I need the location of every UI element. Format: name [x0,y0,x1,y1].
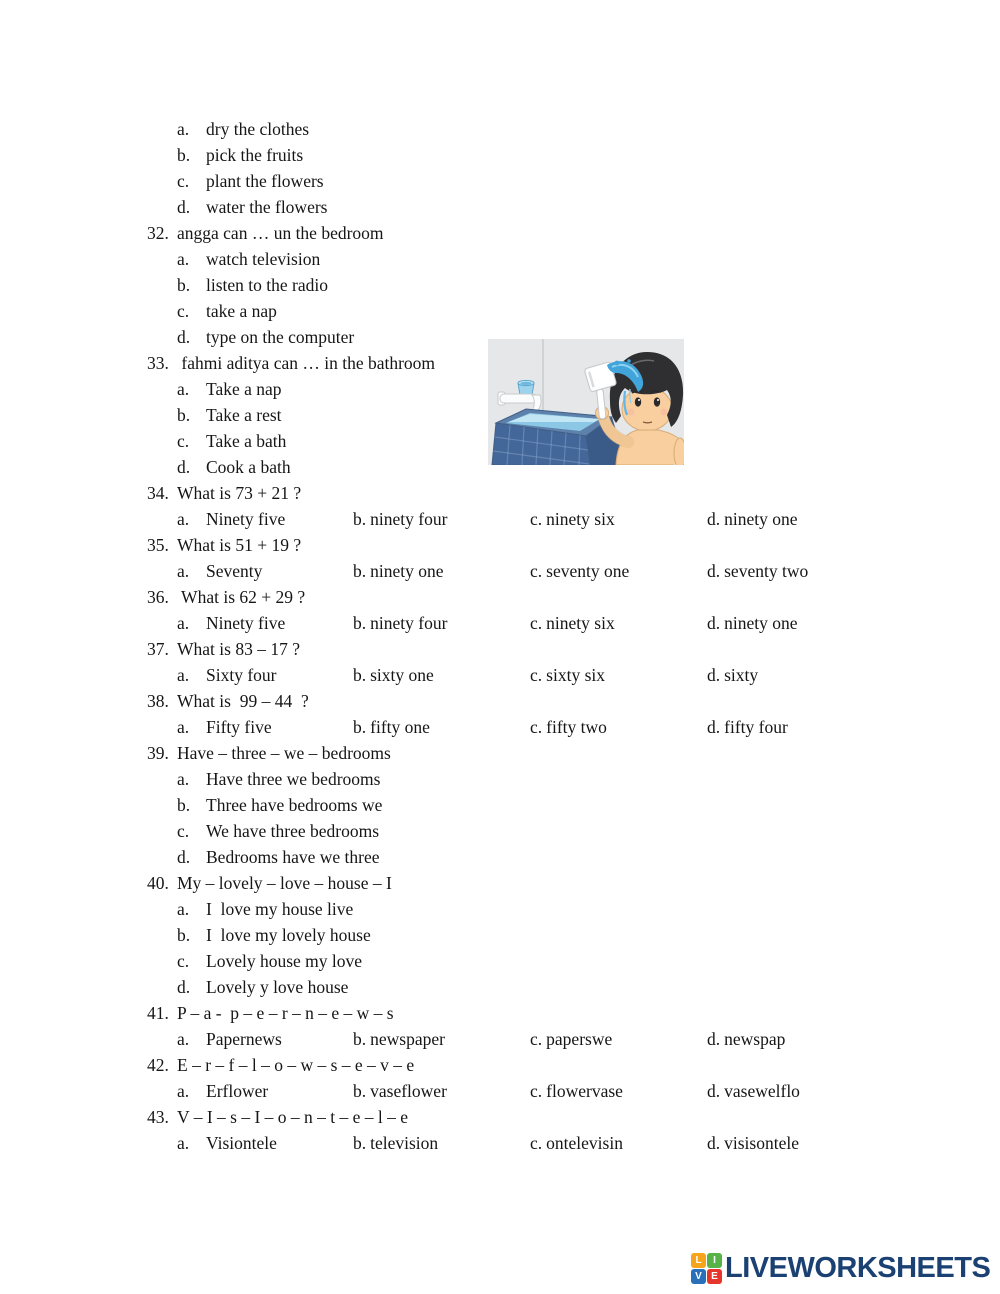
option-text[interactable]: dry the clothes [206,119,310,139]
option-cell[interactable] [177,662,277,688]
option-label: b. [353,1133,367,1153]
question-line [147,870,1000,896]
option-label: c. [177,821,190,841]
option-text[interactable]: ninety one [724,613,798,633]
option-text[interactable]: Take a nap [206,379,282,399]
option-label: b. [353,717,367,737]
option-label: a. [177,899,190,919]
option-cell[interactable] [177,610,285,636]
question-number: 36. [147,587,169,607]
option-line[interactable] [177,246,1000,272]
option-text[interactable]: ninety four [370,509,448,529]
options-row [0,714,1000,740]
option-text[interactable]: take a nap [206,301,277,321]
option-cell[interactable] [530,1026,612,1052]
option-text[interactable]: television [370,1133,439,1153]
question-number: 41. [147,1003,169,1023]
option-cell[interactable] [177,506,285,532]
option-label: b. [353,561,367,581]
option-label: d. [177,457,191,477]
logo-tile: L [691,1253,706,1268]
option-label: a. [177,561,190,581]
question-line [147,1104,1000,1130]
option-label: b. [177,405,191,425]
option-line[interactable] [177,974,1000,1000]
option-cell[interactable] [530,558,629,584]
question-line [147,480,1000,506]
option-text[interactable]: flowervase [546,1081,623,1101]
question-line [147,688,1000,714]
option-label: b. [353,1081,367,1101]
option-line[interactable] [177,818,1000,844]
option-text[interactable]: Papernews [206,1029,282,1049]
option-cell[interactable] [177,558,262,584]
option-line[interactable] [177,766,1000,792]
question-text: What is 62 + 29 ? [177,587,306,607]
option-text[interactable]: seventy two [724,561,809,581]
option-line[interactable] [177,116,1000,142]
option-text[interactable]: sixty [724,665,759,685]
option-text[interactable]: fifty one [370,717,430,737]
option-label: d. [707,1133,721,1153]
option-text[interactable]: ninety one [370,561,444,581]
option-line[interactable] [177,194,1000,220]
question-line [147,1000,1000,1026]
option-cell[interactable] [353,558,444,584]
option-line[interactable] [177,272,1000,298]
option-cell[interactable] [707,1078,800,1104]
option-text[interactable]: We have three bedrooms [206,821,380,841]
option-label: b. [353,1029,367,1049]
option-text[interactable]: newspaper [370,1029,445,1049]
option-text[interactable]: ninety six [546,613,615,633]
question-text: Have – three – we – bedrooms [177,743,391,763]
option-label: c. [530,613,543,633]
option-cell[interactable] [707,610,798,636]
option-text[interactable]: sixty one [370,665,434,685]
option-label: d. [177,197,191,217]
option-cell[interactable] [177,1130,277,1156]
option-text[interactable]: sixty six [546,665,605,685]
option-cell[interactable] [177,1026,282,1052]
option-cell[interactable] [530,1078,623,1104]
option-label: a. [177,1081,190,1101]
option-cell[interactable] [530,662,605,688]
option-label: a. [177,509,190,529]
option-text[interactable]: water the flowers [206,197,328,217]
option-label: b. [353,509,367,529]
option-cell[interactable] [530,610,615,636]
logo-tile: E [707,1269,722,1284]
option-line[interactable] [177,844,1000,870]
question-line [147,740,1000,766]
option-label: c. [530,665,543,685]
option-text[interactable]: visisontele [724,1133,799,1153]
option-line[interactable] [177,922,1000,948]
question-line [147,532,1000,558]
option-text[interactable]: Sixty four [206,665,277,685]
options-row [0,610,1000,636]
option-label: c. [530,561,543,581]
option-text[interactable]: Ninety five [206,509,286,529]
option-label: d. [707,561,721,581]
option-text[interactable]: ninety four [370,613,448,633]
option-line[interactable] [177,298,1000,324]
option-text[interactable]: vaseflower [370,1081,447,1101]
question-text: V – I – s – I – o – n – t – e – l – e [177,1107,409,1127]
options-row [0,662,1000,688]
option-label: c. [177,171,190,191]
question-number: 38. [147,691,169,711]
question-text: E – r – f – l – o – w – s – e – v – e [177,1055,415,1075]
option-label: b. [177,275,191,295]
option-text[interactable]: I love my house live [206,899,354,919]
question-number: 35. [147,535,169,555]
option-cell[interactable] [707,714,788,740]
option-label: d. [177,847,191,867]
option-line[interactable] [177,168,1000,194]
option-text[interactable]: paperswe [546,1029,613,1049]
option-label: c. [530,1133,543,1153]
option-label: d. [177,327,191,347]
option-text[interactable]: vasewelflo [724,1081,800,1101]
question-number: 43. [147,1107,169,1127]
option-text[interactable]: fifty four [724,717,788,737]
question-text: angga can … un the bedroom [177,223,384,243]
option-label: d. [177,977,191,997]
option-label: c. [177,951,190,971]
option-line[interactable] [177,142,1000,168]
option-cell[interactable] [530,1130,623,1156]
option-text[interactable]: Fifty five [206,717,272,737]
option-label: d. [707,717,721,737]
logo-tile: I [707,1253,722,1268]
option-text[interactable]: newspap [724,1029,786,1049]
option-text[interactable]: Bedrooms have we three [206,847,380,867]
question-text: P – a - p – e – r – n – e – w – s [177,1003,394,1023]
option-label: d. [707,665,721,685]
options-row [0,1078,1000,1104]
option-label: c. [530,1029,543,1049]
option-line[interactable] [177,948,1000,974]
option-label: b. [177,145,191,165]
question-text: What is 99 – 44 ? [177,691,309,711]
option-cell[interactable] [707,662,758,688]
option-text[interactable]: Have three we bedrooms [206,769,381,789]
option-cell[interactable] [530,506,615,532]
question-number: 34. [147,483,169,503]
option-text[interactable]: Take a rest [206,405,282,425]
option-text[interactable]: Three have bedrooms we [206,795,383,815]
option-text[interactable]: Lovely y love house [206,977,349,997]
option-cell[interactable] [177,714,272,740]
option-label: a. [177,1029,190,1049]
option-label: b. [353,665,367,685]
question-text: What is 51 + 19 ? [177,535,302,555]
option-label: c. [177,301,190,321]
option-cell[interactable] [353,662,434,688]
question-line [147,636,1000,662]
option-cell[interactable] [707,1130,799,1156]
option-text[interactable]: ninety six [546,509,615,529]
liveworksheets-icon [691,1253,722,1284]
option-label: d. [707,1029,721,1049]
question-line [147,1052,1000,1078]
option-label: d. [707,509,721,529]
option-label: c. [530,717,543,737]
option-text[interactable]: Seventy [206,561,263,581]
question-number: 33. [147,353,169,373]
question-text: fahmi aditya can … in the bathroom [177,353,436,373]
option-text[interactable]: Erflower [206,1081,269,1101]
option-label: a. [177,249,190,269]
option-cell[interactable] [707,558,808,584]
liveworksheets-logo[interactable] [691,1253,990,1284]
option-label: c. [530,1081,543,1101]
option-label: b. [177,795,191,815]
option-line[interactable] [177,896,1000,922]
option-text[interactable]: I love my lovely house [206,925,371,945]
options-row [0,558,1000,584]
option-label: a. [177,119,190,139]
option-cell[interactable] [353,506,447,532]
option-label: a. [177,613,190,633]
option-label: c. [177,431,190,451]
option-text[interactable]: plant the flowers [206,171,324,191]
question-text: What is 83 – 17 ? [177,639,300,659]
options-row [0,506,1000,532]
option-line[interactable] [177,792,1000,818]
options-row [0,1026,1000,1052]
option-text[interactable]: Lovely house my love [206,951,363,971]
option-cell[interactable] [353,1078,447,1104]
question-number: 40. [147,873,169,893]
option-cell[interactable] [353,610,447,636]
option-label: d. [707,1081,721,1101]
option-text[interactable]: Take a bath [206,431,287,451]
question-number: 39. [147,743,169,763]
option-text[interactable]: type on the computer [206,327,355,347]
liveworksheets-wordmark: LIVEWORKSHEETS [725,1252,991,1284]
option-text[interactable]: ontelevisin [546,1133,623,1153]
option-label: a. [177,665,190,685]
question-line [147,584,1000,610]
option-cell[interactable] [530,714,607,740]
option-label: d. [707,613,721,633]
question-text: What is 73 + 21 ? [177,483,302,503]
worksheet-body [0,116,1000,1156]
option-text[interactable]: watch television [206,249,321,269]
option-label: c. [530,509,543,529]
logo-tile: V [691,1269,706,1284]
option-cell[interactable] [353,1130,438,1156]
option-text[interactable]: listen to the radio [206,275,328,295]
option-text[interactable]: Cook a bath [206,457,291,477]
question-text: My – lovely – love – house – I [177,873,392,893]
bath-illustration [488,339,684,465]
question-number: 32. [147,223,169,243]
option-cell[interactable] [353,714,430,740]
option-text[interactable]: ninety one [724,509,798,529]
options-row [0,1130,1000,1156]
option-cell[interactable] [707,1026,785,1052]
option-cell[interactable] [353,1026,445,1052]
question-number: 37. [147,639,169,659]
option-label: a. [177,769,190,789]
option-cell[interactable] [707,506,798,532]
option-cell[interactable] [177,1078,268,1104]
option-label: b. [353,613,367,633]
option-label: a. [177,717,190,737]
option-label: a. [177,1133,190,1153]
option-text[interactable]: seventy one [546,561,630,581]
question-number: 42. [147,1055,169,1075]
option-text[interactable]: fifty two [546,717,607,737]
option-text[interactable]: Ninety five [206,613,286,633]
option-text[interactable]: Visiontele [206,1133,277,1153]
option-label: b. [177,925,191,945]
option-text[interactable]: pick the fruits [206,145,304,165]
question-line [147,220,1000,246]
option-label: a. [177,379,190,399]
